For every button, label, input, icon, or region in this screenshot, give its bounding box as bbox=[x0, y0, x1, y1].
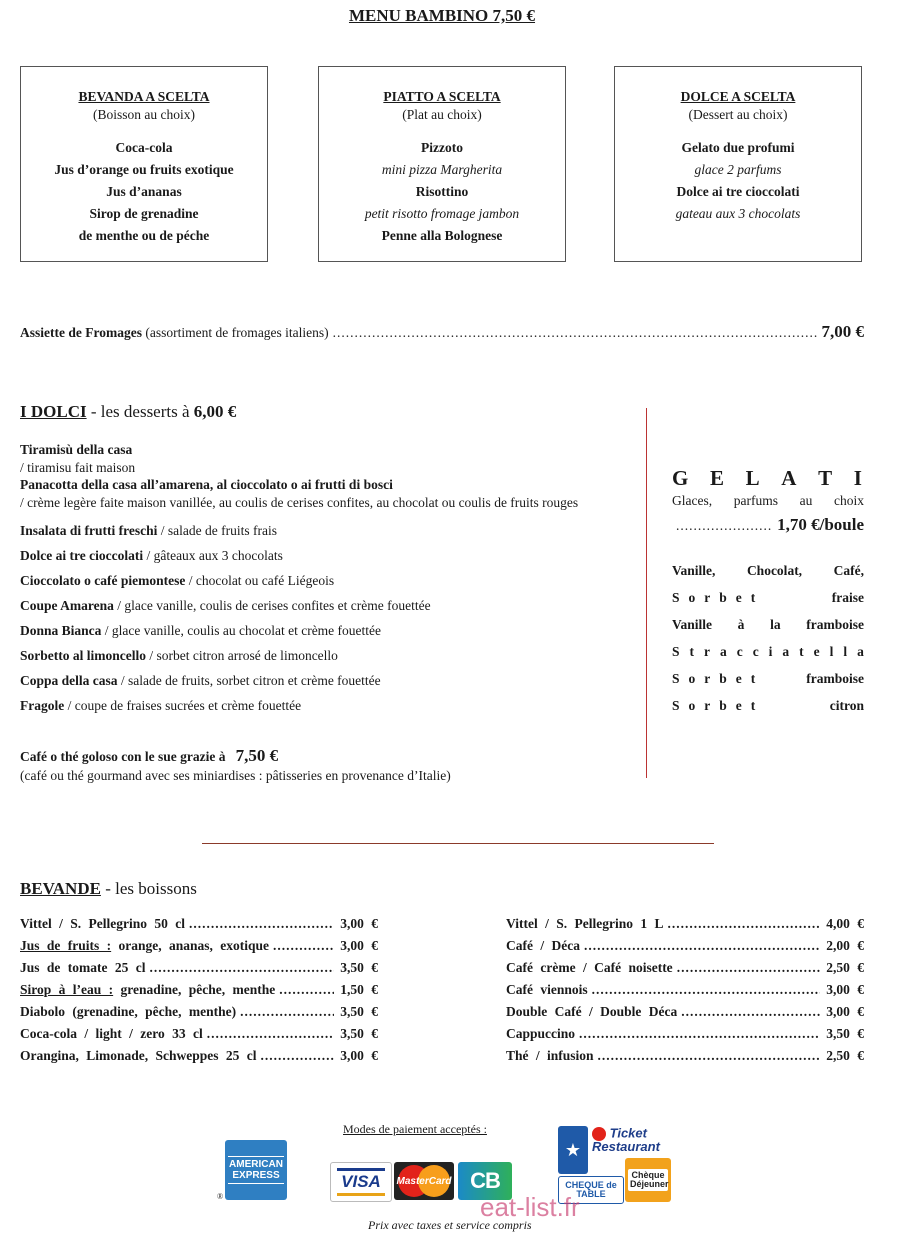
drink-item bbox=[20, 960, 378, 982]
drink-name-wrap bbox=[506, 1004, 677, 1020]
drink-name-wrap bbox=[20, 1004, 236, 1020]
gelati-flavor-letter: b bbox=[719, 671, 727, 686]
menu-box-item: Jus d’ananas bbox=[106, 184, 182, 199]
gelati-flavor-letter: t bbox=[750, 671, 756, 686]
gelati-flavor-word: fraise bbox=[831, 590, 864, 605]
drink-name-wrap bbox=[506, 960, 673, 976]
menu-box-subheading: (Plat au choix) bbox=[402, 107, 482, 122]
menu-box-subheading: (Dessert au choix) bbox=[688, 107, 788, 122]
registered-mark: ® bbox=[217, 1192, 224, 1201]
cheque-de-table-text: CHEQUE de TABLE bbox=[565, 1180, 617, 1199]
menu-box-item: Dolce ai tre cioccolati bbox=[676, 184, 800, 199]
menu-box bbox=[614, 66, 862, 262]
menu-box-subheading: (Boisson au choix) bbox=[93, 107, 195, 122]
dessert-desc: / coupe de fraises sucrées et crème fouettée bbox=[64, 698, 302, 713]
drink-name: Café crème / Café noisette bbox=[506, 960, 673, 975]
dessert-name: Cioccolato o café piemontese bbox=[20, 573, 186, 588]
gelati-title-letter: T bbox=[818, 466, 835, 490]
gelati-flavor-letter: S bbox=[672, 671, 680, 686]
drink-item bbox=[506, 916, 864, 938]
cafe-goloso-desc: (café ou thé gourmand avec ses miniardises : pâtisseries en provenance d’Italie) bbox=[20, 768, 451, 783]
dessert-desc: / gâteaux aux 3 chocolats bbox=[143, 548, 283, 563]
gelati-flavor-word: la bbox=[770, 617, 781, 632]
gelati-flavor-letter: o bbox=[688, 671, 696, 686]
fromages-desc: (assortiment de fromages italiens) bbox=[141, 325, 329, 340]
price-note: Prix avec taxes et service compris bbox=[368, 1218, 532, 1232]
vertical-divider bbox=[646, 408, 647, 778]
drink-name: Jus de tomate 25 cl bbox=[20, 960, 146, 975]
gelati-flavor bbox=[672, 590, 864, 617]
gelati-flavor-word: Vanille, bbox=[672, 563, 716, 578]
dessert-name: Insalata di frutti freschi bbox=[20, 523, 158, 538]
gelati-flavor-word: Vanille bbox=[672, 617, 713, 632]
drink-price: 3,50 € bbox=[340, 1026, 378, 1041]
gelati-subtitle-word: au bbox=[799, 493, 813, 508]
drink-price: 3,50 € bbox=[340, 960, 378, 975]
drink-item bbox=[20, 982, 378, 1004]
gelati-flavor-letter: S bbox=[672, 644, 680, 659]
gelati-title-letter: L bbox=[745, 466, 762, 490]
amex-logo bbox=[225, 1140, 287, 1200]
dessert-name: Panacotta della casa all’amarena, al cioccolato o ai frutti di bosci bbox=[20, 477, 393, 492]
gelati-flavor-word bbox=[672, 698, 755, 725]
mastercard-logo-text: MasterCard bbox=[396, 1175, 452, 1187]
drink-name: Café viennois bbox=[506, 982, 588, 997]
dessert-item bbox=[20, 547, 640, 572]
menu-box-heading: PIATTO A SCELTA bbox=[383, 89, 501, 104]
menu-box-heading: DOLCE A SCELTA bbox=[680, 89, 796, 104]
drink-price: 4,00 € bbox=[826, 916, 864, 931]
gelati-flavor-word: Chocolat, bbox=[746, 563, 803, 578]
payment-label: Modes de paiement acceptés : bbox=[343, 1122, 487, 1136]
visa-logo-text: VISA bbox=[337, 1168, 385, 1196]
dot-leader bbox=[677, 960, 820, 976]
dessert-name: Donna Bianca bbox=[20, 623, 102, 638]
dessert-name: Fragole bbox=[20, 698, 65, 713]
dessert-item bbox=[20, 647, 640, 672]
bevande-right-list bbox=[506, 916, 864, 1070]
menu-box bbox=[318, 66, 566, 262]
gelati-flavor bbox=[672, 698, 864, 725]
gelati-flavor-letter: a bbox=[857, 644, 864, 659]
drink-name-wrap bbox=[506, 938, 580, 954]
drink-name: Orangina, Limonade, Schweppes 25 cl bbox=[20, 1048, 257, 1063]
gelati-flavor-letter: t bbox=[689, 644, 694, 659]
gelati-subtitle-word: choix bbox=[833, 493, 864, 508]
gelati-flavor-letter: t bbox=[750, 698, 756, 713]
menu-box-item: Risottino bbox=[415, 184, 469, 199]
dessert-name: Dolce ai tre cioccolati bbox=[20, 548, 144, 563]
gelati-flavor-letter: e bbox=[735, 671, 742, 686]
gelati-flavor-word: Café, bbox=[833, 563, 864, 578]
menu-box bbox=[20, 66, 268, 262]
dot-leader bbox=[207, 1026, 334, 1042]
ticket-badge-icon: ★ bbox=[558, 1126, 588, 1174]
dot-leader bbox=[189, 916, 334, 932]
gelati-flavor-letter: r bbox=[704, 698, 711, 713]
drink-name-wrap bbox=[20, 938, 269, 954]
dessert-name: Tiramisù della casa bbox=[20, 442, 133, 457]
gelati-flavor-word: framboise bbox=[806, 671, 864, 686]
gelati-flavor-letter: b bbox=[719, 590, 727, 605]
drink-item bbox=[506, 1004, 864, 1026]
drink-name: Double Café / Double Déca bbox=[506, 1004, 678, 1019]
dessert-desc: / chocolat ou café Liégeois bbox=[185, 573, 335, 588]
drink-item bbox=[20, 916, 378, 938]
dot-leader bbox=[333, 325, 818, 341]
gelati-flavor-letter: b bbox=[719, 698, 727, 713]
menu-box-item: mini pizza Margherita bbox=[381, 162, 503, 177]
dessert-desc: / sorbet citron arrosé de limoncello bbox=[145, 648, 338, 663]
gelati-flavor-letter: r bbox=[704, 590, 711, 605]
menu-box-item: Gelato due profumi bbox=[681, 140, 795, 155]
cafe-goloso bbox=[20, 746, 451, 784]
gelati-flavor-word bbox=[672, 590, 755, 617]
drink-name: Thé / infusion bbox=[506, 1048, 594, 1063]
visa-logo bbox=[330, 1162, 392, 1202]
gelati-subtitle bbox=[672, 493, 864, 509]
gelati-subtitle-word: parfums bbox=[733, 493, 778, 508]
dot-leader bbox=[261, 1048, 334, 1064]
gelati-title bbox=[672, 466, 864, 491]
bevande-subtitle: - les boissons bbox=[100, 879, 197, 898]
gelati-flavor-letter: r bbox=[703, 644, 710, 659]
menu-box-items bbox=[615, 137, 861, 225]
cb-logo-text: CB bbox=[470, 1168, 500, 1193]
cafe-goloso-price: 7,50 € bbox=[235, 746, 279, 765]
dot-leader bbox=[273, 938, 334, 954]
dessert-item bbox=[20, 572, 640, 597]
gelati-flavor-word: à bbox=[737, 617, 745, 632]
gelati-flavor-letter: r bbox=[704, 671, 711, 686]
drink-name-wrap bbox=[20, 960, 145, 976]
dessert-item bbox=[20, 622, 640, 647]
drink-item bbox=[506, 1026, 864, 1048]
dot-leader bbox=[579, 1026, 820, 1042]
dessert-desc: / glace vanille, coulis au chocolat et crème fouettée bbox=[101, 623, 382, 638]
menu-box-item: Coca-cola bbox=[115, 140, 173, 155]
drink-name-wrap bbox=[20, 982, 275, 998]
dolci-price: 6,00 € bbox=[193, 402, 237, 421]
dot-leader bbox=[584, 938, 820, 954]
gelati-flavor-letter: a bbox=[782, 644, 790, 659]
amex-logo-text: AMERICAN EXPRESS bbox=[228, 1156, 284, 1184]
ticket-restaurant-text: Ticket Restaurant bbox=[592, 1125, 660, 1154]
dessert-name: Sorbetto al limoncello bbox=[20, 648, 146, 663]
gelati-flavor-letter: e bbox=[813, 644, 820, 659]
drink-price: 3,50 € bbox=[826, 1026, 864, 1041]
gelati-flavor bbox=[672, 617, 864, 644]
drink-item bbox=[506, 1048, 864, 1070]
dessert-desc: / tiramisu fait maison bbox=[20, 460, 136, 475]
gelati-flavor-word: citron bbox=[829, 698, 864, 713]
drink-name-wrap bbox=[506, 982, 588, 998]
menu-box-heading: BEVANDA A SCELTA bbox=[78, 89, 210, 104]
fromages-name: Assiette de Fromages bbox=[20, 325, 142, 340]
menu-box-item: de menthe ou de péche bbox=[78, 228, 210, 243]
dessert-item bbox=[20, 697, 640, 722]
drink-name-wrap bbox=[506, 916, 663, 932]
fromages-price: 7,00 € bbox=[821, 322, 864, 341]
gelati-flavor-letter: e bbox=[735, 590, 742, 605]
drink-item bbox=[20, 1048, 378, 1070]
gelati-flavor-letter: o bbox=[688, 590, 696, 605]
gelati-flavor-letter: e bbox=[735, 698, 742, 713]
gelati-flavor-letter: c bbox=[752, 644, 759, 659]
gelati-price: 1,70 €/boule bbox=[777, 515, 864, 534]
dessert-item bbox=[20, 476, 640, 522]
menu-box-items bbox=[319, 137, 565, 247]
drink-name-wrap bbox=[20, 1048, 257, 1064]
menu-box-item: Jus d’orange ou fruits exotique bbox=[54, 162, 234, 177]
horizontal-divider bbox=[202, 843, 714, 844]
gelati-price-row bbox=[672, 515, 864, 535]
drink-name: Vittel / S. Pellegrino 50 cl bbox=[20, 916, 185, 931]
dessert-name: Coupe Amarena bbox=[20, 598, 114, 613]
drink-name: Jus de fruits : bbox=[20, 938, 112, 953]
gelati-flavor-letter: a bbox=[719, 644, 727, 659]
drink-price: 3,00 € bbox=[826, 982, 864, 997]
drink-price: 2,00 € bbox=[826, 938, 864, 953]
drink-name: Café / Déca bbox=[506, 938, 580, 953]
gelati-panel bbox=[672, 466, 864, 725]
drink-detail: grenadine, pêche, menthe bbox=[113, 982, 276, 997]
dessert-desc: / salade de fruits frais bbox=[157, 523, 277, 538]
drink-name-wrap bbox=[506, 1026, 575, 1042]
dot-leader bbox=[279, 982, 334, 998]
drink-name: Cappuccino bbox=[506, 1026, 576, 1041]
drink-name-wrap bbox=[20, 1026, 203, 1042]
gelati-flavor-letter: S bbox=[672, 698, 680, 713]
mastercard-logo bbox=[394, 1162, 454, 1200]
gelati-flavor-letter: S bbox=[672, 590, 680, 605]
dot-leader bbox=[598, 1048, 820, 1064]
gelati-title-letter: E bbox=[709, 466, 726, 490]
dessert-desc: / crème legère faite maison vanillée, au coulis de cerises confites, au chocolat ou coulis de fruits rouges bbox=[20, 495, 579, 510]
drink-name-wrap bbox=[20, 916, 185, 932]
gelati-flavor-letter: i bbox=[768, 644, 773, 659]
gelati-subtitle-word: Glaces, bbox=[672, 493, 713, 508]
drink-price: 2,50 € bbox=[826, 1048, 864, 1063]
menu-box-item: Sirop de grenadine bbox=[89, 206, 199, 221]
dessert-name: Coppa della casa bbox=[20, 673, 118, 688]
menu-box-items bbox=[21, 137, 267, 247]
dot-leader bbox=[667, 916, 820, 932]
gelati-flavor-letter: t bbox=[750, 590, 756, 605]
dessert-item bbox=[20, 441, 640, 476]
gelati-flavor-letter: c bbox=[736, 644, 743, 659]
drink-item bbox=[506, 960, 864, 982]
menu-box-item: gateau aux 3 chocolats bbox=[675, 206, 801, 221]
cafe-goloso-name: Café o thé goloso con le sue grazie à bbox=[20, 749, 226, 764]
menu-box-item: Pizzoto bbox=[421, 140, 463, 155]
menu-box-item: Penne alla Bolognese bbox=[381, 228, 503, 243]
gelati-flavor bbox=[672, 671, 864, 698]
dessert-item bbox=[20, 522, 640, 547]
drink-price: 3,00 € bbox=[340, 916, 378, 931]
gelati-flavor-word: framboise bbox=[806, 617, 864, 632]
dot-leader bbox=[592, 982, 820, 998]
gelati-flavor bbox=[672, 644, 864, 671]
drink-name: Diabolo (grenadine, pêche, menthe) bbox=[20, 1004, 237, 1019]
gelati-flavor bbox=[672, 563, 864, 590]
drink-item bbox=[506, 938, 864, 960]
bevande-left-list bbox=[20, 916, 378, 1070]
menu-box-item: petit risotto fromage jambon bbox=[364, 206, 520, 221]
drink-price: 3,00 € bbox=[340, 1048, 378, 1063]
drink-detail: orange, ananas, exotique bbox=[111, 938, 270, 953]
gelati-flavor-letter: o bbox=[688, 698, 696, 713]
drink-price: 2,50 € bbox=[826, 960, 864, 975]
dolci-list bbox=[20, 441, 640, 722]
menu-box-item: glace 2 parfums bbox=[694, 162, 782, 177]
menu-bambino-title: MENU BAMBINO 7,50 € bbox=[348, 6, 536, 25]
dolci-title bbox=[20, 402, 236, 422]
drink-name-wrap bbox=[506, 1048, 594, 1064]
dessert-item bbox=[20, 597, 640, 622]
watermark: eat-list.fr bbox=[480, 1192, 580, 1222]
drink-item bbox=[506, 982, 864, 1004]
gelati-title-letter: G bbox=[672, 466, 691, 490]
drink-item bbox=[20, 1026, 378, 1048]
dolci-heading: I DOLCI bbox=[20, 402, 87, 421]
dot-leader bbox=[681, 1004, 820, 1020]
dot-leader bbox=[676, 518, 773, 534]
drink-price: 3,50 € bbox=[340, 1004, 378, 1019]
gelati-flavors bbox=[672, 563, 864, 725]
dot-leader bbox=[240, 1004, 334, 1020]
ticket-restaurant-logo bbox=[592, 1127, 672, 1153]
dolci-subtitle: - les desserts à bbox=[86, 402, 194, 421]
gelati-title-letter: I bbox=[853, 466, 864, 490]
dessert-desc: / glace vanille, coulis de cerises confites et crème fouettée bbox=[113, 598, 431, 613]
drink-price: 3,00 € bbox=[340, 938, 378, 953]
dessert-desc: / salade de fruits, sorbet citron et crème fouettée bbox=[117, 673, 381, 688]
cheque-dejeuner-text: Chèque Déjeuner bbox=[630, 1170, 669, 1189]
gelati-title-letter: A bbox=[781, 466, 799, 490]
gelati-flavor-word bbox=[672, 671, 755, 698]
drink-price: 1,50 € bbox=[340, 982, 378, 997]
drink-name: Coca-cola / light / zero 33 cl bbox=[20, 1026, 203, 1041]
gelati-flavor-letter: t bbox=[799, 644, 804, 659]
drink-item bbox=[20, 938, 378, 960]
gelati-flavor-letter: l bbox=[843, 644, 848, 659]
dessert-item bbox=[20, 672, 640, 697]
bevande-heading: BEVANDE bbox=[20, 879, 101, 898]
drink-name: Sirop à l’eau : bbox=[20, 982, 114, 997]
bevande-title bbox=[20, 879, 197, 899]
cheque-dejeuner-logo bbox=[625, 1158, 671, 1202]
drink-price: 3,00 € bbox=[826, 1004, 864, 1019]
gelati-flavor-letter: l bbox=[829, 644, 834, 659]
drink-item bbox=[20, 1004, 378, 1026]
drink-name: Vittel / S. Pellegrino 1 L bbox=[506, 916, 664, 931]
fromages-row bbox=[20, 322, 864, 342]
dot-leader bbox=[149, 960, 334, 976]
